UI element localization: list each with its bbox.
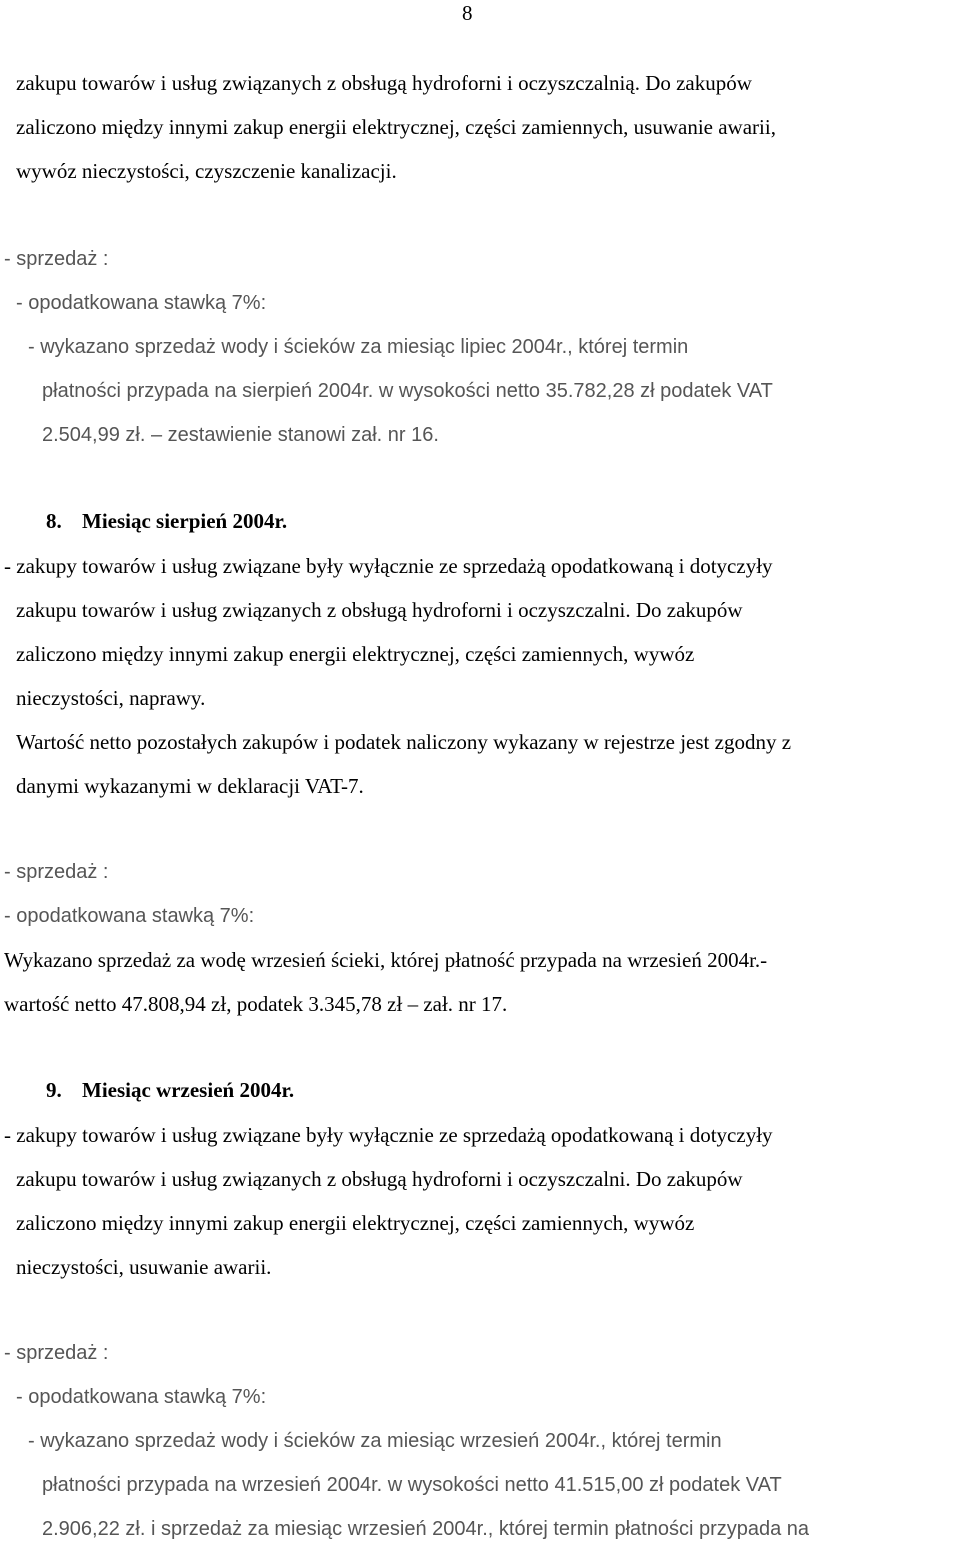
paragraph-line: wywóz nieczystości, czyszczenie kanalizacji.: [16, 159, 397, 183]
paragraph-line: zakupu towarów i usług związanych z obsługą hydroforni i oczyszczalni. Do zakupów: [16, 598, 743, 622]
paragraph-line: zaliczono między innymi zakup energii elektrycznej, części zamiennych, wywóz: [16, 1211, 695, 1235]
section-title: Miesiąc sierpień 2004r.: [82, 509, 288, 533]
paragraph-line: zaliczono między innymi zakup energii elektrycznej, części zamiennych, usuwanie awarii,: [16, 115, 776, 139]
paragraph-line: zakupu towarów i usług związanych z obsługą hydroforni i oczyszczalni. Do zakupów: [16, 1167, 743, 1191]
sales-heading: - sprzedaż :: [4, 1342, 109, 1364]
sales-heading: - sprzedaż :: [4, 248, 109, 270]
section-number: 9.: [46, 1078, 62, 1102]
paragraph-line: Wykazano sprzedaż za wodę wrzesień ścieki, której płatność przypada na wrzesień 2004r.-: [4, 948, 768, 972]
paragraph-line: wartość netto 47.808,94 zł, podatek 3.345,78 zł – zał. nr 17.: [4, 992, 508, 1016]
sales-item: - wykazano sprzedaż wody i ścieków za miesiąc lipiec 2004r., której termin: [28, 336, 689, 358]
paragraph-line: zakupu towarów i usług związanych z obsługą hydroforni i oczyszczalnią. Do zakupów: [16, 71, 752, 95]
section-title: Miesiąc wrzesień 2004r.: [82, 1078, 295, 1102]
paragraph-line: Wartość netto pozostałych zakupów i podatek naliczony wykazany w rejestrze jest zgodny z: [16, 730, 792, 754]
paragraph-line: zaliczono między innymi zakup energii elektrycznej, części zamiennych, wywóz: [16, 642, 695, 666]
paragraph-line: - zakupy towarów i usług związane były wyłącznie ze sprzedażą opodatkowaną i dotyczyły: [4, 1123, 773, 1147]
paragraph-line: nieczystości, usuwanie awarii.: [16, 1255, 272, 1279]
sales-item-cont: płatności przypada na sierpień 2004r. w wysokości netto 35.782,28 zł podatek VAT: [42, 380, 773, 402]
tax-rate-heading: - opodatkowana stawką 7%:: [16, 292, 267, 314]
page-number: 8: [462, 1, 473, 25]
sales-item: - wykazano sprzedaż wody i ścieków za miesiąc wrzesień 2004r., której termin: [28, 1430, 722, 1452]
tax-rate-heading: - opodatkowana stawką 7%:: [4, 905, 255, 927]
section-number: 8.: [46, 509, 62, 533]
tax-rate-heading: - opodatkowana stawką 7%:: [16, 1386, 267, 1408]
sales-item-cont: 2.504,99 zł. – zestawienie stanowi zał. nr 16.: [42, 424, 439, 446]
paragraph-line: danymi wykazanymi w deklaracji VAT-7.: [16, 774, 364, 798]
sales-item-cont: 2.906,22 zł. i sprzedaż za miesiąc wrzesień 2004r., której termin płatności przypada na: [42, 1518, 810, 1540]
sales-item-cont: płatności przypada na wrzesień 2004r. w wysokości netto 41.515,00 zł podatek VAT: [42, 1474, 782, 1496]
paragraph-line: nieczystości, naprawy.: [16, 686, 206, 710]
paragraph-line: - zakupy towarów i usług związane były wyłącznie ze sprzedażą opodatkowaną i dotyczyły: [4, 554, 773, 578]
sales-heading: - sprzedaż :: [4, 861, 109, 883]
